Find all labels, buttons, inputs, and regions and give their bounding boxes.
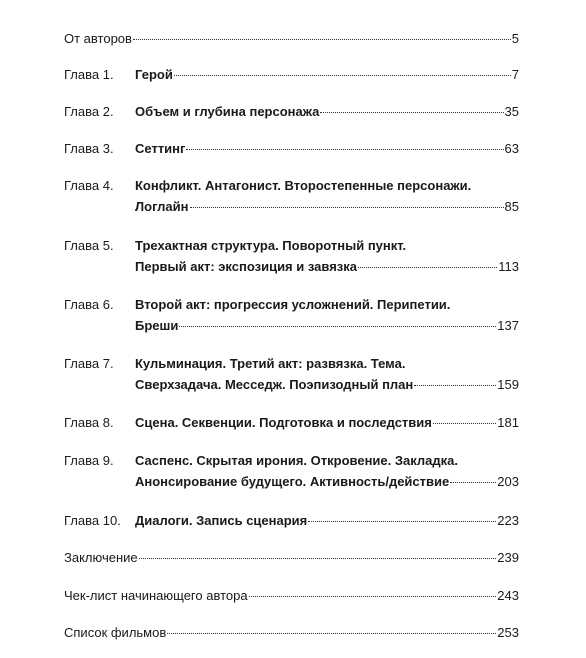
toc-line: [135, 450, 519, 471]
toc-page-number: 239: [497, 550, 519, 565]
toc-entry-title: Список фильмов: [64, 625, 167, 640]
toc-entry-foreword: [64, 28, 519, 49]
chapter-title: Второй акт: прогрессия усложнений. Перипетии.: [135, 297, 451, 312]
chapter-number: Глава 4.: [64, 178, 114, 193]
toc-entry-title: Заключение: [64, 550, 138, 565]
toc-page-number: 113: [498, 259, 519, 274]
chapter-title-continued: Логлайн: [135, 199, 189, 214]
toc-page-number: 35: [504, 104, 519, 119]
toc-page-number: 159: [497, 377, 519, 392]
toc-page-number: 223: [497, 513, 519, 528]
toc-page-number: 85: [504, 199, 519, 214]
toc-entry-film-list: [64, 622, 519, 643]
chapter-number: Глава 8.: [64, 415, 114, 430]
toc-line: [64, 28, 519, 49]
toc-line: [135, 235, 519, 256]
dot-leader: [358, 267, 497, 268]
chapter-title: Сцена. Секвенции. Подготовка и последствия: [135, 415, 432, 430]
chapter-number: Глава 2.: [64, 104, 114, 119]
dot-leader: [186, 149, 503, 150]
chapter-title-continued: Анонсирование будущего. Активность/действие: [135, 474, 450, 489]
toc-line: [135, 510, 519, 531]
dot-leader: [320, 112, 503, 113]
toc-entry-conclusion: [64, 547, 519, 568]
toc-page-number: 5: [511, 31, 519, 46]
dot-leader: [414, 385, 496, 386]
toc-line: [135, 315, 519, 336]
dot-leader: [249, 596, 497, 597]
chapter-number: Глава 1.: [64, 67, 114, 82]
dot-leader: [308, 521, 496, 522]
dot-leader: [433, 423, 496, 424]
chapter-title: Объем и глубина персонажа: [135, 104, 320, 119]
toc-page-number: 181: [497, 415, 519, 430]
dot-leader: [139, 558, 497, 559]
toc-line: [135, 138, 519, 159]
toc-entry-checklist: [64, 585, 519, 606]
toc-line: [64, 547, 519, 568]
chapter-number: Глава 6.: [64, 297, 114, 312]
toc-page-number: 63: [504, 141, 519, 156]
chapter-number: Глава 7.: [64, 356, 114, 371]
dot-leader: [179, 326, 496, 327]
chapter-title-continued: Сверхзадача. Месседж. Поэпизодный план: [135, 377, 414, 392]
chapter-title: Кульминация. Третий акт: развязка. Тема.: [135, 356, 406, 371]
chapter-title-continued: Первый акт: экспозиция и завязка: [135, 259, 357, 274]
dot-leader: [133, 39, 511, 40]
chapter-title: Диалоги. Запись сценария: [135, 513, 308, 528]
toc-line: [135, 175, 519, 196]
toc-line: [135, 374, 519, 395]
toc-line: [135, 412, 519, 433]
toc-line: [135, 471, 519, 492]
chapter-title: Конфликт. Антагонист. Второстепенные персонажи.: [135, 178, 472, 193]
dot-leader: [190, 207, 504, 208]
toc-line: [135, 101, 519, 122]
toc-line: [64, 585, 519, 606]
toc-line: [135, 256, 519, 277]
toc-page-number: 137: [497, 318, 519, 333]
toc-page-number: 7: [511, 67, 519, 82]
toc-page-number: 253: [497, 625, 519, 640]
toc-line: [135, 294, 519, 315]
chapter-number: Глава 9.: [64, 453, 114, 468]
dot-leader: [450, 482, 496, 483]
chapter-number: Глава 5.: [64, 238, 114, 253]
toc-line: [135, 353, 519, 374]
chapter-number: Глава 3.: [64, 141, 114, 156]
chapter-title-continued: Бреши: [135, 318, 179, 333]
dot-leader: [167, 633, 496, 634]
chapter-title: Сеттинг: [135, 141, 186, 156]
toc-entry-title: Чек-лист начинающего автора: [64, 588, 248, 603]
toc-page-number: 243: [497, 588, 519, 603]
dot-leader: [174, 75, 511, 76]
chapter-number: Глава 10.: [64, 513, 121, 528]
chapter-title: Трехактная структура. Поворотный пункт.: [135, 238, 407, 253]
toc-entry-title: От авторов: [64, 31, 132, 46]
toc-line: [135, 64, 519, 85]
chapter-title: Герой: [135, 67, 173, 82]
chapter-title: Саспенс. Скрытая ирония. Откровение. Закладка.: [135, 453, 458, 468]
toc-line: [135, 196, 519, 217]
toc-page-number: 203: [497, 474, 519, 489]
toc-line: [64, 622, 519, 643]
